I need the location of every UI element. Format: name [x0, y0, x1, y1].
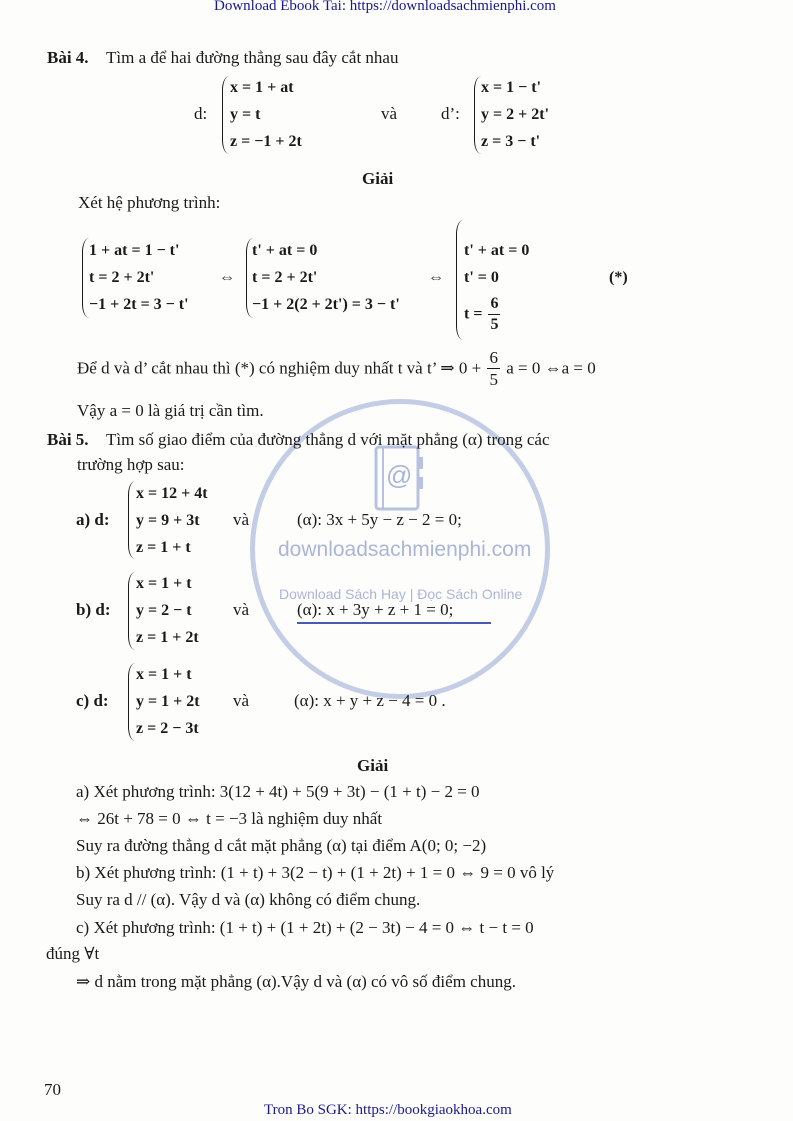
sys2-eq-2: t = 2 + 2t' — [252, 269, 318, 286]
page-footer-link[interactable]: Tron Bo SGK: https://bookgiaokhoa.com — [264, 1102, 512, 1118]
sys3-eq-3 — [464, 296, 502, 333]
sys3-brace — [456, 220, 464, 340]
condition-fraction-num: 6 — [489, 348, 498, 367]
solution-line: đúng ∀t — [46, 944, 100, 963]
bai4-solution-heading: Giải — [362, 169, 394, 188]
d-eq-x: x = 1 + at — [230, 79, 294, 96]
watermark-tagline: Download Sách Hay | Đọc Sách Online — [279, 586, 523, 602]
case-b-eq-y: y = 2 − t — [136, 602, 192, 619]
sys1-eq-3: −1 + 2t = 3 − t' — [89, 296, 189, 313]
watermark-at-symbol: @ — [386, 460, 413, 490]
case-c-eq-y: y = 1 + 2t — [136, 693, 200, 710]
case-c-system — [136, 661, 200, 742]
d2-label: d’: — [441, 104, 460, 123]
case-b-plane: (α): x + 3y + z + 1 = 0; — [297, 600, 454, 619]
case-a-eq-z: z = 1 + t — [136, 539, 191, 556]
page-header-link[interactable]: Download Ebook Tai: https://downloadsachmienphi.com — [214, 0, 556, 14]
case-c-plane: (α): x + y + z − 4 = 0 . — [294, 691, 446, 710]
bai4-title: Tìm a để hai đường thẳng sau đây cắt nhau — [106, 48, 399, 67]
d-brace — [222, 76, 230, 154]
condition-fraction — [487, 349, 500, 388]
fraction-numerator: 6 — [488, 296, 500, 315]
d-label: d: — [194, 104, 208, 123]
d2-eq-x: x = 1 − t' — [481, 79, 542, 96]
fraction-denominator: 5 — [490, 316, 499, 333]
solution-line: a) Xét phương trình: 3(12 + 4t) + 5(9 + 3t) − (1 + t) − 2 = 0 — [76, 782, 480, 801]
solution-line: ⇔ 26t + 78 = 0 ⇔ t = −3 là nghiệm duy nhất — [76, 809, 383, 828]
case-c-eq-z: z = 2 − 3t — [136, 720, 199, 737]
d-eq-z: z = −1 + 2t — [230, 133, 302, 150]
solution-line: Suy ra d // (α). Vậy d và (α) không có điểm chung. — [76, 890, 421, 909]
case-a-label: a) d: — [76, 510, 110, 529]
case-b-system — [136, 570, 199, 651]
consider-text: Xét hệ phương trình: — [78, 193, 221, 212]
bai5-solution-heading: Giải — [357, 756, 389, 775]
solution-line: b) Xét phương trình: (1 + t) + 3(2 − t) + (1 + 2t) + 1 = 0 ⇔ 9 = 0 vô lý — [76, 863, 555, 882]
case-a-eq-x: x = 12 + 4t — [136, 485, 208, 502]
watermark-site: downloadsachmienphi.com — [278, 538, 532, 561]
sys1 — [89, 237, 189, 318]
case-a-system — [136, 480, 208, 561]
bai4-conclusion: Vậy a = 0 là giá trị cần tìm. — [77, 401, 264, 420]
bai4-label: Bài 4. — [47, 48, 89, 67]
condition-line — [77, 349, 596, 388]
solution-line: ⇒ d nằm trong mặt phẳng (α).Vậy d và (α) có vô số điểm chung. — [76, 972, 516, 991]
iff-1: ⇔ — [219, 269, 235, 286]
and-text: và — [381, 104, 398, 123]
case-b-eq-z: z = 1 + 2t — [136, 629, 199, 646]
fraction-6-5 — [488, 296, 500, 333]
case-b-brace — [128, 572, 136, 650]
case-c-brace — [128, 663, 136, 741]
case-a-brace — [128, 481, 136, 559]
sys3-eq-2: t' = 0 — [464, 269, 499, 286]
bai5-title-line1: Tìm số giao điểm của đường thẳng d với mặt phẳng (α) trong các — [106, 430, 550, 449]
condition-text: Để d và d’ cắt nhau thì (*) có nghiệm duy nhất t và t’ ⇒ 0 + — [77, 358, 482, 378]
d2-eq-y: y = 2 + 2t' — [481, 106, 550, 123]
sys2-eq-3: −1 + 2(2 + 2t') = 3 − t' — [252, 296, 400, 313]
case-b-eq-x: x = 1 + t — [136, 575, 192, 592]
case-a-and: và — [233, 510, 250, 529]
case-c-eq-x: x = 1 + t — [136, 666, 192, 683]
sys1-eq-1: 1 + at = 1 − t' — [89, 242, 180, 259]
case-b-label: b) d: — [76, 600, 111, 619]
case-c-and: và — [233, 691, 250, 710]
page-number: 70 — [44, 1080, 61, 1099]
case-a-plane: (α): 3x + 5y − z − 2 = 0; — [297, 510, 462, 529]
solution-line: c) Xét phương trình: (1 + t) + (1 + 2t) + (2 − 3t) − 4 = 0 ⇔ t − t = 0 — [76, 918, 534, 937]
case-a-eq-y: y = 9 + 3t — [136, 512, 200, 529]
case-c-label: c) d: — [76, 691, 109, 710]
case-b-and: và — [233, 600, 250, 619]
star-label: (*) — [609, 269, 628, 286]
sys3-eq-1: t' + at = 0 — [464, 242, 530, 259]
condition-tail: a = 0 ⇔a = 0 — [506, 358, 596, 378]
iff-2: ⇔ — [428, 269, 444, 286]
bai5-label: Bài 5. — [47, 430, 89, 449]
bai5-title-line2: trường hợp sau: — [77, 455, 185, 474]
sys2 — [252, 237, 400, 318]
sys3-t-lhs: t = — [464, 305, 483, 323]
d2-system — [481, 74, 549, 155]
d-system — [230, 74, 302, 155]
condition-fraction-den: 5 — [489, 370, 498, 389]
solution-line: Suy ra đường thẳng d cắt mặt phẳng (α) tại điểm A(0; 0; −2) — [76, 836, 487, 855]
sys2-eq-1: t' + at = 0 — [252, 242, 318, 259]
d-eq-y: y = t — [230, 106, 261, 123]
d2-eq-z: z = 3 − t' — [481, 133, 541, 150]
sys1-eq-2: t = 2 + 2t' — [89, 269, 155, 286]
plane-underline — [297, 622, 491, 624]
